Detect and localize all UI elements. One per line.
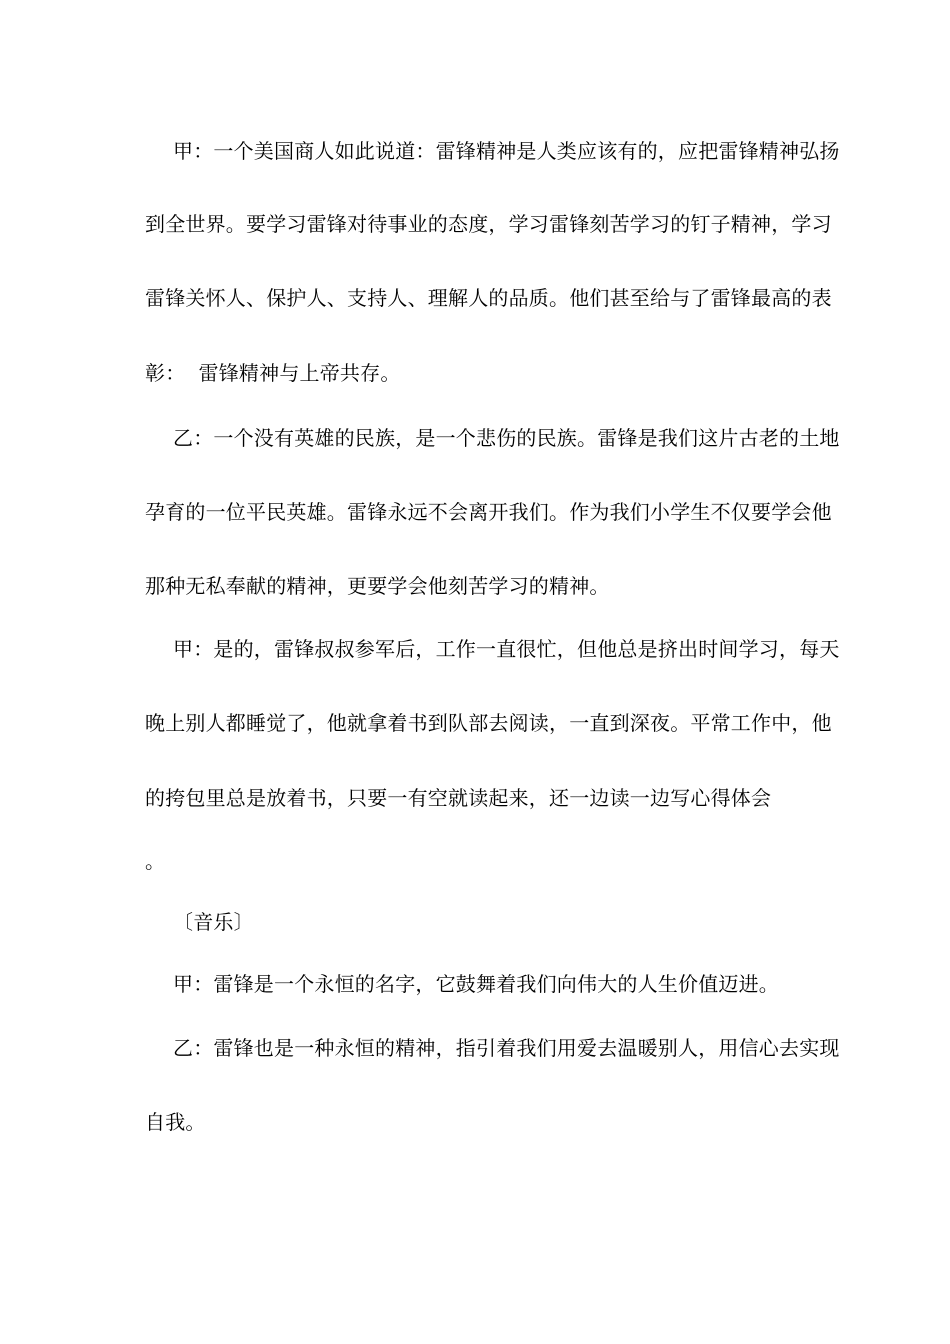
text-line: 乙：雷锋也是一种永恒的精神，指引着我们用爱去温暖别人，用信心去实现 <box>173 1036 840 1060</box>
text-line: 孕育的一位平民英雄。雷锋永远不会离开我们。作为我们小学生不仅要学会他 <box>145 500 832 524</box>
text-line: 那种无私奉献的精神，更要学会他刻苦学习的精神。 <box>145 574 610 598</box>
text-line: 甲：是的，雷锋叔叔参军后，工作一直很忙，但他总是挤出时间学习，每天 <box>173 637 840 661</box>
text-line: 自我。 <box>145 1110 206 1134</box>
text-line: 。 <box>145 849 166 873</box>
text-line: 甲：一个美国商人如此说道：雷锋精神是人类应该有的，应把雷锋精神弘扬 <box>173 139 840 163</box>
text-line: 的挎包里总是放着书，只要一有空就读起来，还一边读一边写心得体会 <box>145 786 772 810</box>
text-line: 到全世界。要学习雷锋对待事业的态度，学习雷锋刻苦学习的钉子精神，学习 <box>145 212 832 236</box>
text-line: 晚上别人都睡觉了，他就拿着书到队部去阅读，一直到深夜。平常工作中，他 <box>145 711 832 735</box>
text-line: 甲：雷锋是一个永恒的名字，它鼓舞着我们向伟大的人生价值迈进。 <box>173 972 779 996</box>
text-line: 雷锋关怀人、保护人、支持人、理解人的品质。他们甚至给与了雷锋最高的表 <box>145 286 832 310</box>
text-line: 乙：一个没有英雄的民族，是一个悲伤的民族。雷锋是我们这片古老的土地 <box>173 426 840 450</box>
text-line: 〔音乐〕 <box>173 910 254 934</box>
text-line: 彰： 雷锋精神与上帝共存。 <box>145 361 401 385</box>
